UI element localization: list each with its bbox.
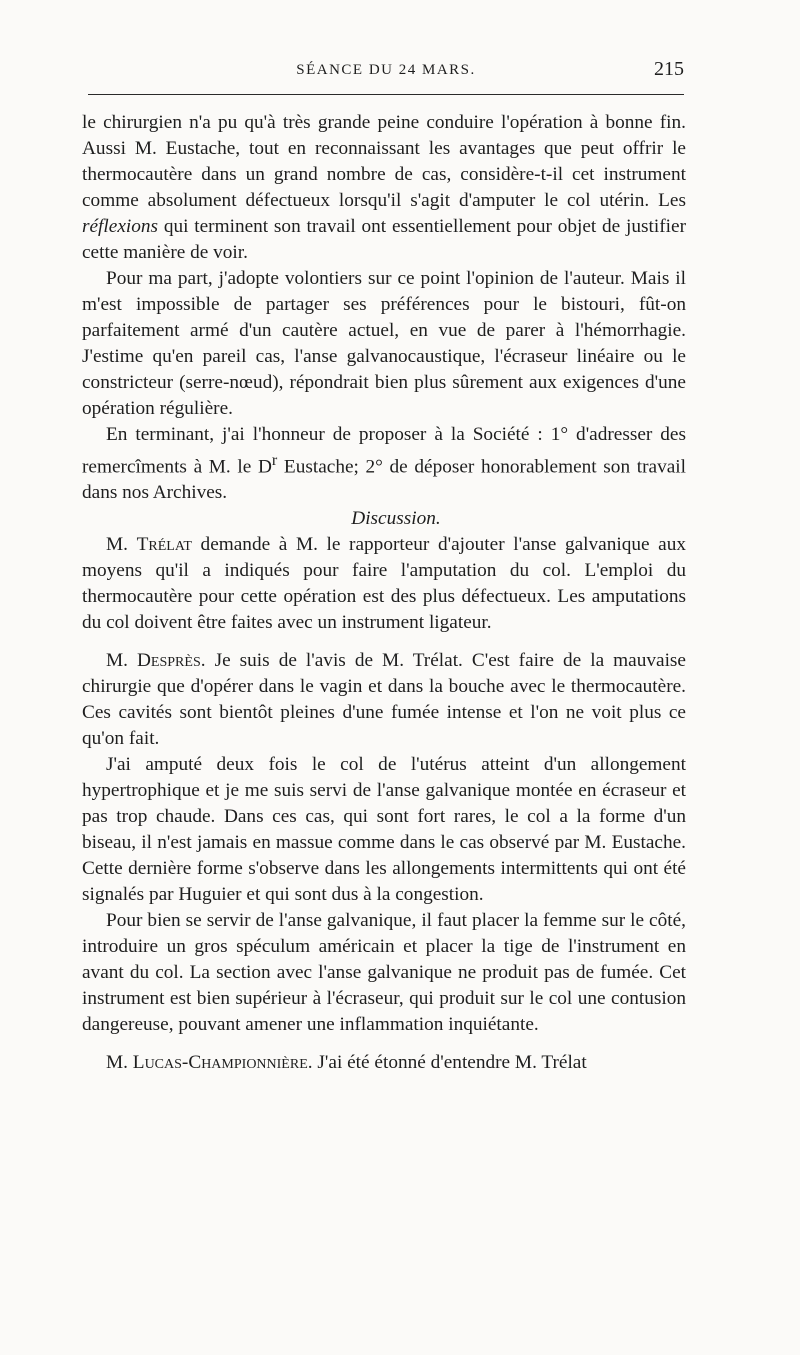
running-title: SÉANCE DU 24 MARS. bbox=[296, 62, 476, 78]
paragraph-trelat: M. Trélat demande à M. le rapporteur d'ajouter l'anse galvanique aux moyens qu'il a indiqués pour faire l'amputation du col. L'emploi du thermocautère pour cette opération est des plus défectueux. Les amputations du col doivent être faites avec un instrument ligateur. bbox=[82, 534, 686, 634]
paragraph-lucas-championniere: M. Lucas-Championnière. J'ai été étonné d'entendre M. Trélat bbox=[106, 1052, 587, 1074]
page-number: 215 bbox=[654, 58, 684, 80]
speaker-name: Lucas-Championnière bbox=[132, 1052, 308, 1074]
paragraph-despres: M. Desprès. Je suis de l'avis de M. Trélat. C'est faire de la mauvaise chirurgie que d'opérer dans le vagin et dans la bouche avec le thermocautère. Ces cavités sont bientôt pleines d'une fumée intense et l'on ne voit plus ce qu'on fait. bbox=[82, 650, 686, 750]
speaker-name: Trélat bbox=[136, 534, 192, 556]
paragraph-7: Pour bien se servir de l'anse galvanique, il faut placer la femme sur le côté, introduire un gros spéculum américain et placer la tige de l'instrument en avant du col. La section avec l'anse galvanique ne produit pas de fumée. Cet instrument est bien supérieur à l'écraseur, qui produit sur le col une contusion dangereuse, pouvant amener une inflammation inquiétante. bbox=[82, 910, 686, 1036]
paragraph-3: En terminant, j'ai l'honneur de proposer à la Société : 1° d'adresser des remercîments à M. le $D^r$ Eustache; 2° de déposer honorablement son travail dans nos Archives. bbox=[82, 424, 686, 504]
header-rule bbox=[88, 94, 684, 95]
paragraph-6: J'ai amputé deux fois le col de l'utérus atteint d'un allongement hypertrophique et je me suis servi de l'anse galvanique montée en écraseur et pas trop chaude. Dans ces cas, qui sont fort rares, le col a la forme d'un biseau, il n'est jamais en massue comme dans le cas observé par M. Eustache. Cette dernière forme s'observe dans les allongements intermittents qui ont été signalés par Huguier et qui sont dus à la congestion. bbox=[82, 754, 686, 906]
discussion-heading: Discussion. bbox=[351, 508, 441, 530]
page-header bbox=[88, 58, 684, 88]
paragraph-1: le chirurgien n'a pu qu'à très grande peine conduire l'opération à bonne fin. Aussi M. Eustache, tout en reconnaissant les avantages que peut offrir le thermocautère dans un grand nombre de cas, considère-t-il cet instrument comme absolument défectueux lorsqu'il s'agit d'amputer le col utérin. Les réflexions qui terminent son travail ont essentiellement pour objet de justifier cette manière de voir. bbox=[82, 112, 686, 263]
body-text bbox=[82, 110, 686, 1076]
paragraph-2: Pour ma part, j'adopte volontiers sur ce point l'opinion de l'auteur. Mais il m'est impossible de partager ses préférences pour le bistouri, fût-on parfaitement armé d'un cautère actuel, en vue de parer à l'hémorrhagie. J'estime qu'en pareil cas, l'anse galvanocaustique, l'écraseur linéaire ou le constricteur (serre-nœud), répondrait bien plus sûrement aux exigences d'une opération régulière. bbox=[82, 268, 686, 419]
emphasis-reflexions: réflexions bbox=[82, 216, 159, 237]
speaker-name: Desprès bbox=[137, 650, 201, 672]
